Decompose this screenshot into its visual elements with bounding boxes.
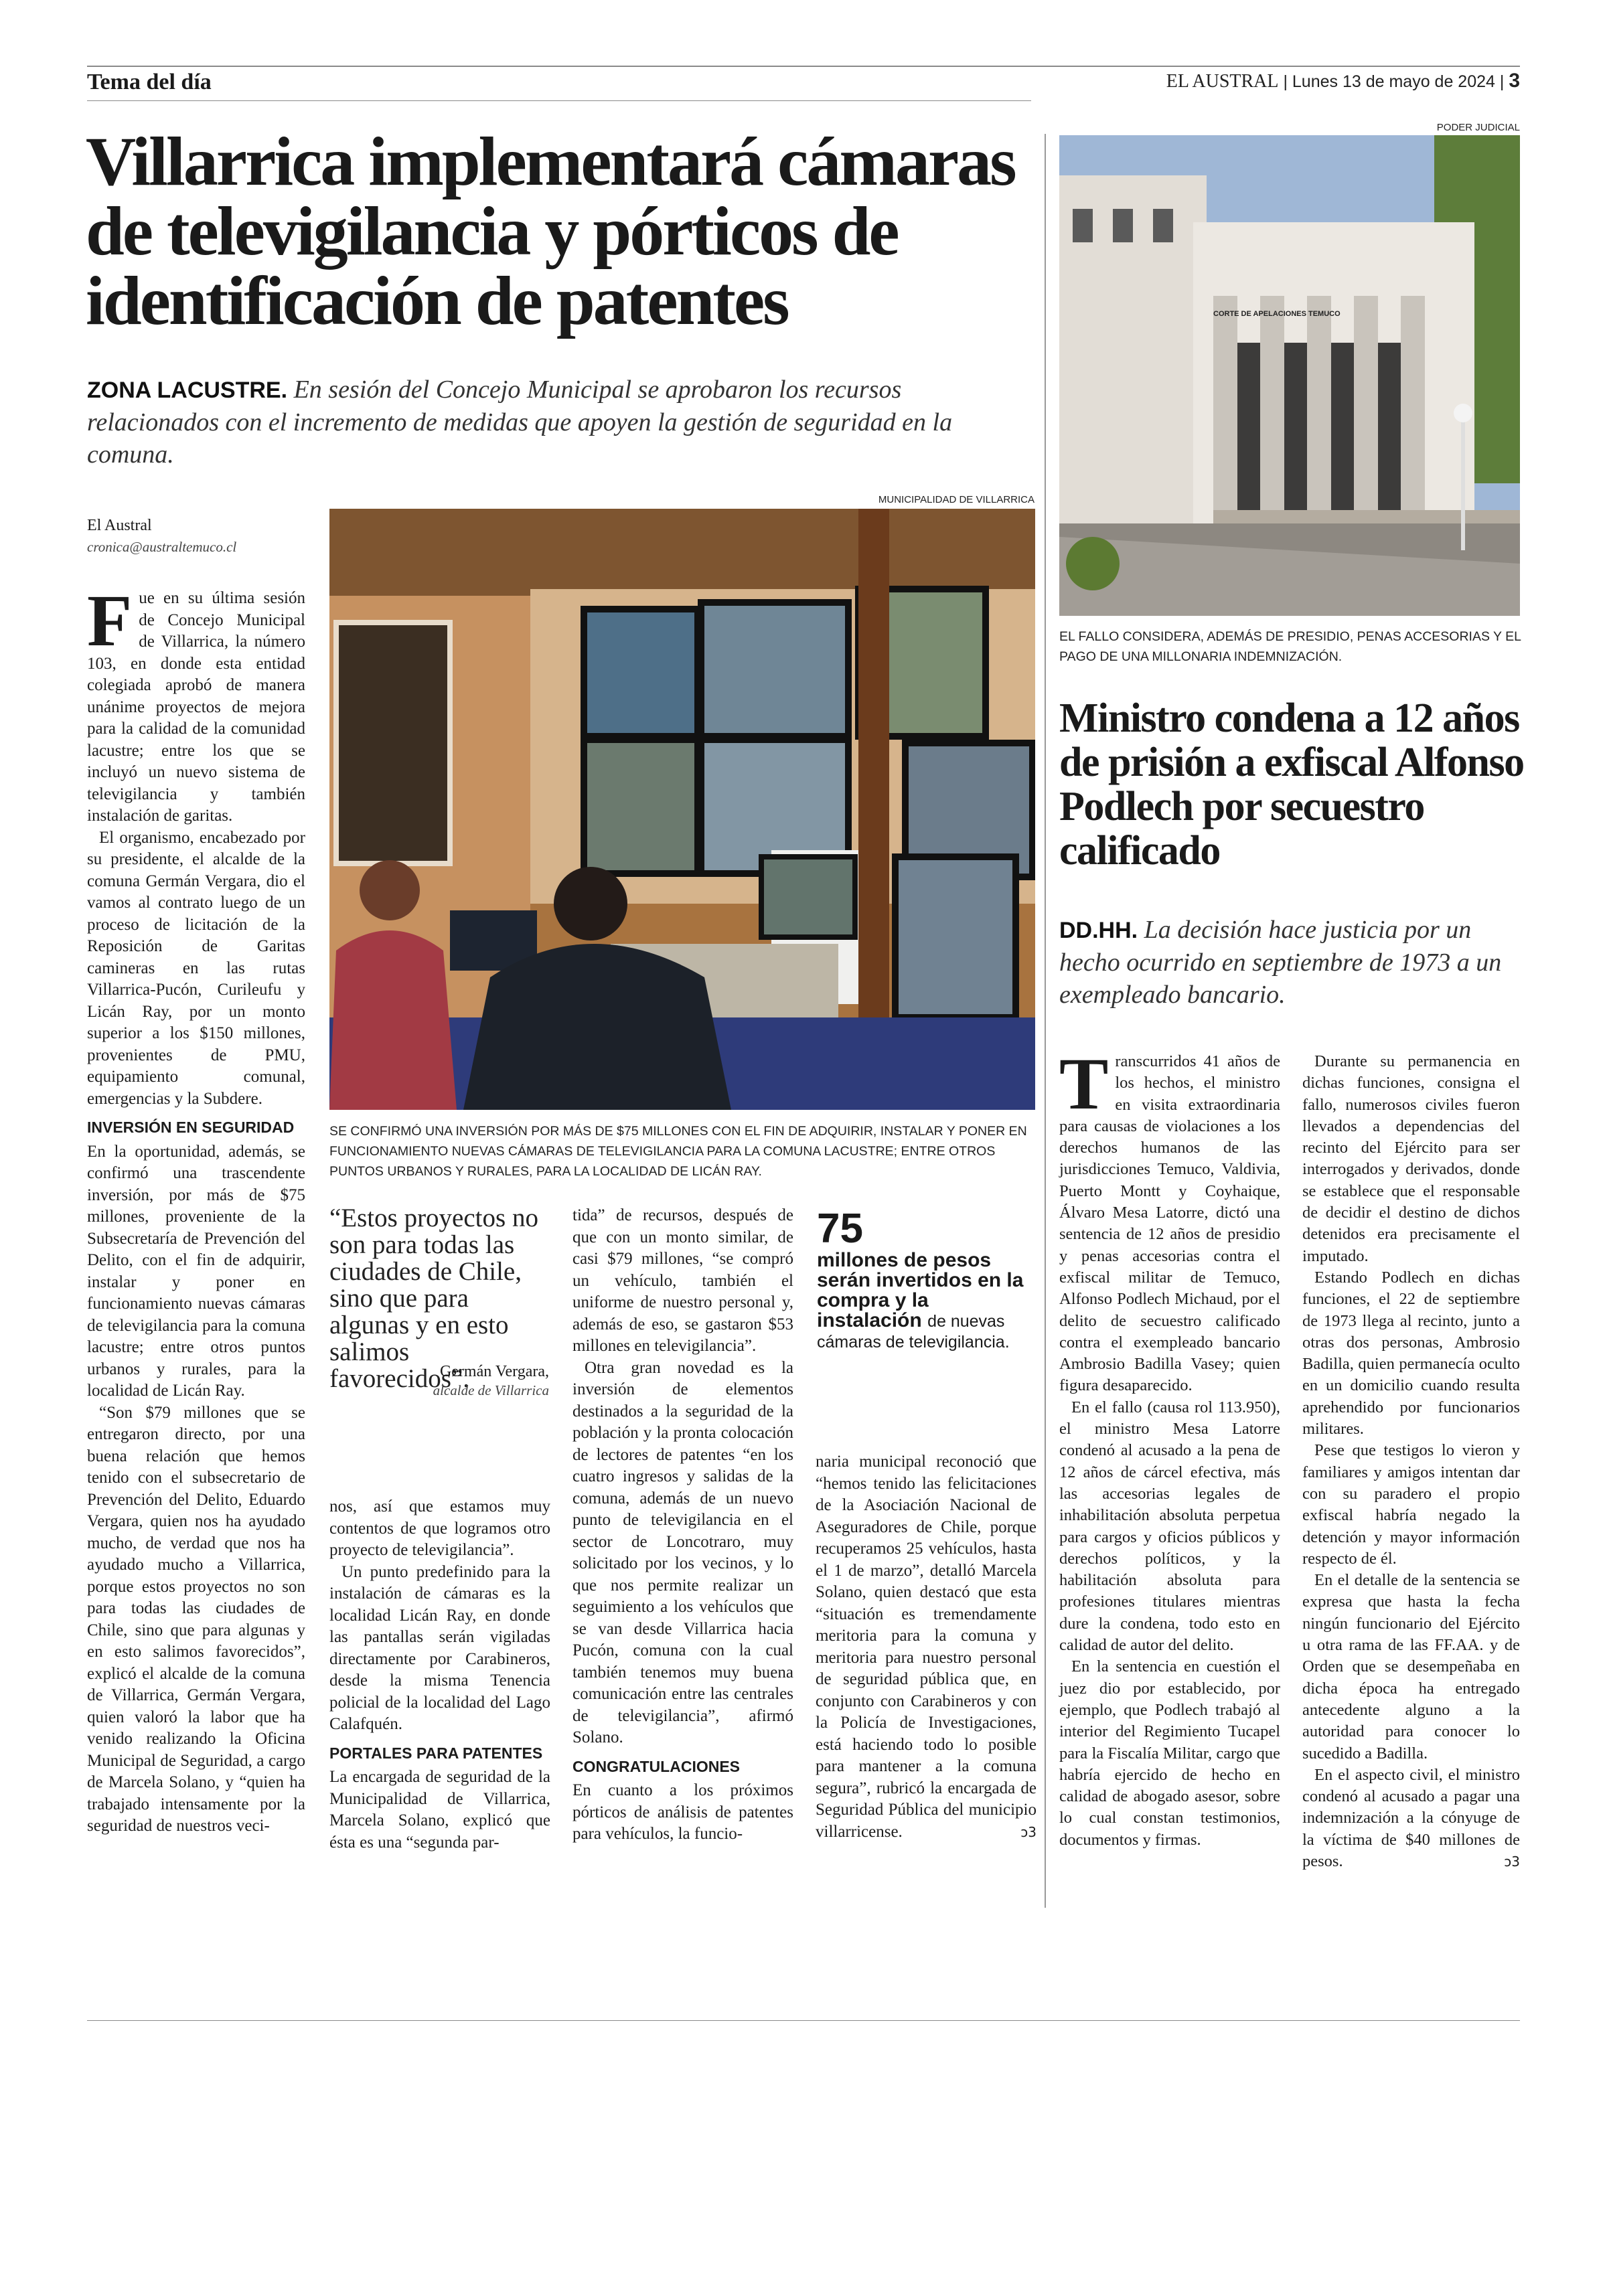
page-number: 3 (1509, 70, 1520, 92)
main-dropcap: F (87, 580, 133, 661)
main-col3-p2: Otra gran novedad es la inversión de elementos destinados a la seguridad de la población y la pronta colocación de lectores de patentes “en los cuatro ingresos y salidas de la comuna, además de un nuevo punto de televigilancia en el sector de Loncotraro, muy solicitado por los vecinos, y lo que nos permite realizar un seguimiento a los vehículos que se van desde Villarrica hacia Pucón, comuna con la cual también tenemos muy buena comunicación entre las centrales de televigilancia”, afirmó Solano. (572, 1358, 793, 1746)
side-photo (1059, 135, 1520, 616)
side-kicker: DD.HH. (1059, 918, 1138, 943)
main-col4-p1: naria municipal reconoció que “hemos tenido las felicitaciones de la Asociación Nacional de Aseguradores de Chile, porque recuperamos 25 vehículos, hasta el 1 de marzo”, detalló Marcela Solano, quien destacó que esta “situación es tremendamente meritoria para la comuna y meritoria para nuestro personal de seguridad pública que, en conjunto con Carabineros y con la Policía de Investigaciones, está haciendo todo lo posible para mantener a la comuna segura”, rubricó la encargada de Seguridad Pública del municipio villarricense. (816, 1453, 1037, 1841)
main-col3-p3: En cuanto a los próximos pórticos de análisis de patentes para vehículos, la funcio- (572, 1781, 793, 1843)
side-col2-p1: Durante su permanencia en dichas funciones, consigna el fallo, numerosos civiles fueron llevados a dependencias del recinto del Ejército para ser interrogados y derivados, donde se establece que el responsable de decidir el destino de dichos detenidos era precisamente el imputado. (1302, 1052, 1520, 1265)
main-headline: Villarrica implementará cámaras de televigilancia y pórticos de identificación de patentes (86, 123, 1015, 339)
main-column-1 (87, 580, 305, 1837)
section-label: Tema del día (87, 70, 212, 94)
main-end-mark: ↄ3 (1020, 1823, 1037, 1840)
main-subhead-inversion: INVERSIÓN EN SEGURIDAD (87, 1119, 295, 1136)
main-col2-p1: nos, así que estamos muy contentos de que logramos otro proyecto de televigilancia”. (329, 1497, 550, 1559)
main-kicker: ZONA LACUSTRE. (87, 378, 288, 403)
main-col1-p1: ue en su última sesión de Concejo Municipal de Villarrica, la número 103, en donde esta entidad colegiada aprobó de manera unánime proyectos de mejora para la calidad de la comunidad lacustre; entre los que se incluyó un nuevo sistema de televigilancia y también instalación de garitas. (87, 589, 305, 825)
side-col1-p1: ranscurridos 41 años de los hechos, el ministro en visita extraordinaria para causas de violaciones a los derechos humanos de las jurisdicciones Temuco, Valdivia, Puerto Montt y Coyhaique, Álvaro Mesa Latorre, dictó una sentencia de 12 años de presidio y penas accesorias contra el exfiscal militar de Temuco, Alfonso Podlech Michaud, por el delito de secuestro calificado contra el exempleado bancario Ambrosio Badilla Vasey; quien figura desaparecido. (1059, 1052, 1280, 1395)
main-photo-caption: SE CONFIRMÓ UNA INVERSIÓN POR MÁS DE $75 MILLONES CON EL FIN DE ADQUIRIR, INSTALAR Y PONER EN FUNCIONAMIENTO NUEVAS CÁMARAS DE TELEVIGILANCIA PARA LA COMUNA LACUSTRE; ENTRE OTROS PUNTOS URBANOS Y RURALES, PARA LA LOCALIDAD DE LICÁN RAY. (329, 1124, 1027, 1179)
side-photo-credit: PODER JUDICIAL (1436, 122, 1520, 133)
main-col1-p2: El organismo, encabezado por su presidente, el alcalde de la comuna Germán Vergara, dio el vamos al contrato luego de un proceso de licitación de la Reposición de Garitas camineras en las rutas Villarrica-Pucón, Curileufu y Licán Ray, por un monto superior a los $150 millones, provenientes de PMU, equipamiento comunal, emergencias y la Subdere. (87, 828, 305, 1108)
top-rule (87, 66, 1520, 67)
main-lead-text: En sesión del Concejo Municipal se aprobaron los recursos relacionados con el incremento de medidas que apoyen la gestión de seguridad en la comuna. (87, 376, 953, 469)
main-col1-p4: “Son $79 millones que se entregaron directo, por una buena relación que hemos tenido con el subsecretario de Prevención del Delito, Eduardo Vergara, quien nos ha ayudado mucho, de verdad que nos ha ayudado mucho a Villarrica, porque estos proyectos no son para todas las ciudades de Chile, sino que para algunas y en esto salimos favorecidos”, explicó el alcalde de la comuna de Villarrica, Germán Vergara, quien valoró la labor que ha venido realizando la Oficina Municipal de Seguridad, a cargo de Marcela Solano, y “quien ha trabajado intensamente por la seguridad de nuestros veci- (87, 1403, 305, 1835)
side-end-mark: ↄ3 (1504, 1853, 1520, 1870)
main-col3-p1: tida” de recursos, después de que con un monto similar, de casi $79 millones, “se compró un vehículo, también el uniforme de nuestro personal y, además de eso, se gastaron $53 millones en televigilancia”. (572, 1206, 793, 1355)
building-sign: CORTE DE APELACIONES TEMUCO (1213, 310, 1341, 318)
byline-email: cronica@australtemuco.cl (87, 539, 237, 555)
side-lead (1059, 914, 1528, 1011)
quote-role: alcalde de Villarrica (433, 1382, 549, 1398)
main-col1-p3: En la oportunidad, además, se confirmó una trascendente inversión, por más de $75 millones, proveniente de la Subsecretaría de Prevención del Delito, con el fin de adquirir, instalar y poner en funcionamiento nuevas cámaras de televigilancia para la comuna lacustre; entre otros puntos urbanos y rurales, para la localidad de Licán Ray. (87, 1142, 305, 1400)
side-col2-p5: En el aspecto civil, el ministro condenó al acusado a pagar una indemnización a la cónyuge de la víctima de $40 millones de pesos. (1302, 1765, 1520, 1870)
stat-description (817, 1250, 1038, 1352)
main-column-3 (572, 1205, 793, 1846)
byline (87, 517, 236, 556)
main-lead (87, 374, 1024, 471)
side-dropcap: T (1059, 1043, 1109, 1125)
side-col2-p3: Pese que testigos lo vieron y familiares y amigos intentan dar con su paradero el propio exfiscal habría negado la detención y mayor información respecto de él. (1302, 1441, 1520, 1568)
side-headline: Ministro condena a 12 años de prisión a exfiscal Alfonso Podlech por secuestro calificado (1059, 695, 1524, 874)
byline-author: El Austral (87, 517, 152, 534)
side-col2-p4: En el detalle de la sentencia se expresa que hasta la fecha ningún funcionario del Ejército u otra rama de las FF.AA. y de Orden que se desempeñaba en dicha época ha entregado antecedente alguno a la autoridad para conocer lo sucedido a Badilla. (1302, 1571, 1520, 1762)
main-col2-p3: La encargada de seguridad de la Municipalidad de Villarrica, Marcela Solano, explicó que ésta es una “segunda par- (329, 1768, 550, 1852)
stat-bold-text: millones de pesos serán invertidos en la compra y la instalación (817, 1249, 1024, 1331)
header-rule (87, 100, 1031, 101)
column-divider (1045, 134, 1046, 1908)
main-subhead-congratulaciones: CONGRATULACIONES (572, 1757, 741, 1775)
masthead-info (1166, 70, 1520, 92)
side-lead-text: La decisión hace justicia por un hecho ocurrido en septiembre de 1973 a un exempleado bancario. (1059, 916, 1502, 1009)
bottom-rule (87, 2020, 1520, 2021)
quote-author: Germán Vergara, (439, 1363, 549, 1380)
pull-quote-attribution (329, 1362, 549, 1400)
main-column-2 (329, 1496, 550, 1854)
main-col2-p2: Un punto predefinido para la instalación de cámaras es la localidad Licán Ray, en donde las pantallas serán vigiladas directamente por Carabineros, desde la misma Tenencia policial de la localidad del Lago Calafquén. (329, 1562, 550, 1733)
pull-quote: “Estos proyectos no son para todas las ciudades de Chile, sino que para algunas y en esto salimos favorecidos”. (329, 1204, 538, 1393)
side-col1-p3: En la sentencia en cuestión el juez dio por establecido, por ejemplo, que Podlech trabajó al interior del Regimiento Tucapel para la Fiscalía Militar, cargo que habría ejercido de hecho en calidad de abogado asesor, sobre lo cual constan testimonios, documentos y firmas. (1059, 1657, 1280, 1849)
stat-normal-text: de nuevas cámaras de televigilancia. (817, 1312, 1010, 1351)
main-subhead-portales: PORTALES PARA PATENTES (329, 1744, 543, 1762)
newspaper-name: EL AUSTRAL (1166, 71, 1279, 92)
main-column-4 (816, 1451, 1037, 1843)
issue-date: | Lunes 13 de mayo de 2024 | (1283, 72, 1505, 91)
side-photo-caption: EL FALLO CONSIDERA, ADEMÁS DE PRESIDIO, PENAS ACCESORIAS Y EL PAGO DE UNA MILLONARIA INDEMNIZACIÓN. (1059, 629, 1521, 664)
stat-number: 75 (817, 1206, 863, 1252)
side-column-2 (1302, 1051, 1520, 1872)
side-col2-p2: Estando Podlech en dichas funciones, el 22 de septiembre de 1973 llega al recinto, junto a otras dos personas, Ambrosio Badilla, quien permanecía oculto en un domicilio cuando resulta aprehendido por funcionarios militares. (1302, 1268, 1520, 1439)
side-col1-p2: En el fallo (causa rol 113.950), el ministro Mesa Latorre condenó al acusado a la pena de 12 años de cárcel efectiva, más las accesorias legales de inhabilitación absoluta perpetua para cargos y oficios públicos y derechos políticos, y la habilitación absoluta para profesiones titulares mientras dure la condena, todo esto en calidad de autor del delito. (1059, 1398, 1280, 1655)
side-column-1 (1059, 1043, 1280, 1851)
main-photo-credit: MUNICIPALIDAD DE VILLARRICA (878, 494, 1035, 505)
main-photo (329, 509, 1035, 1110)
